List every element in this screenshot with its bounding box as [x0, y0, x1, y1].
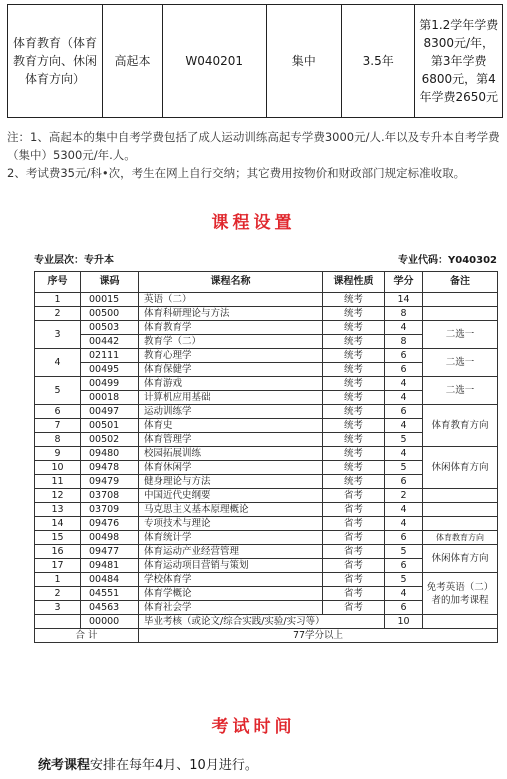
cell-code: 00442	[81, 335, 139, 349]
cell-no: 5	[35, 377, 81, 405]
course-table-header	[35, 272, 498, 293]
cell-no: 10	[35, 461, 81, 475]
cell-code: 00018	[81, 391, 139, 405]
cell-remark-pe-education-short: 体育教育方向	[423, 531, 498, 545]
cell-code: 00015	[81, 293, 139, 307]
cell-code: 00503	[81, 321, 139, 335]
cell-credit: 4	[385, 503, 423, 517]
table-row	[35, 503, 498, 517]
cell-no: 12	[35, 489, 81, 503]
cell-type: 省考	[323, 559, 385, 573]
cell-type: 统考	[323, 321, 385, 335]
cell-credit: 2	[385, 489, 423, 503]
cell-credit: 10	[385, 615, 423, 629]
cell-name: 体育学概论	[139, 587, 323, 601]
cell-name: 体育运动项目营销与策划	[139, 559, 323, 573]
cell-credit: 6	[385, 601, 423, 615]
cell-name: 中国近代史纲要	[139, 489, 323, 503]
cell-code: 00500	[81, 307, 139, 321]
cell-code: 00502	[81, 433, 139, 447]
cell-credit: 6	[385, 349, 423, 363]
table-row	[35, 489, 498, 503]
cell-credit: 5	[385, 573, 423, 587]
cell-credit: 4	[385, 587, 423, 601]
cell-name: 教育心理学	[139, 349, 323, 363]
table-row	[35, 293, 498, 307]
cell-no: 15	[35, 531, 81, 545]
cell-type: 统考	[323, 447, 385, 461]
cell-credit: 6	[385, 363, 423, 377]
cell-type: 省考	[323, 531, 385, 545]
cell-code: 09476	[81, 517, 139, 531]
cell-type: 统考	[323, 377, 385, 391]
cell-no: 8	[35, 433, 81, 447]
header-name: 课程名称	[139, 272, 323, 293]
cell-remark-leisure-2: 休闲体育方向	[423, 545, 498, 573]
course-table	[34, 271, 498, 643]
mode-cell: 集中	[266, 5, 341, 118]
cell-type: 省考	[323, 601, 385, 615]
cell-name: 体育统计学	[139, 531, 323, 545]
cell-remark	[423, 517, 498, 531]
note-1: 注：1、高起本的集中自考学费包括了成人运动训练高起专学费3000元/人.年以及专升本自考学费（集中）5300元/年.人。	[7, 130, 500, 162]
cell-type: 统考	[323, 363, 385, 377]
cell-code: 09477	[81, 545, 139, 559]
cell-name: 体育管理学	[139, 433, 323, 447]
course-section-title: 课程设置	[211, 213, 296, 233]
cell-remark-leisure: 休闲体育方向	[423, 447, 498, 489]
note-2: 2、考试费35元/科•次，考生在网上自行交纳；其它费用按物价和财政部门规定标准收取。	[7, 166, 466, 180]
cell-code: 09479	[81, 475, 139, 489]
level-cell: 高起本	[103, 5, 163, 118]
cell-name: 计算机应用基础	[139, 391, 323, 405]
table-row	[35, 377, 498, 391]
table-row	[35, 307, 498, 321]
cell-credit: 4	[385, 419, 423, 433]
cell-credit: 6	[385, 559, 423, 573]
cell-code: 00000	[81, 615, 139, 629]
cell-no: 13	[35, 503, 81, 517]
cell-name: 体育社会学	[139, 601, 323, 615]
cell-no: 16	[35, 545, 81, 559]
cell-code: 00497	[81, 405, 139, 419]
total-label: 合 计	[35, 629, 139, 643]
table-row	[35, 447, 498, 461]
cell-name: 体育科研理论与方法	[139, 307, 323, 321]
cell-remark	[423, 503, 498, 517]
cell-name: 体育史	[139, 419, 323, 433]
cell-type: 省考	[323, 503, 385, 517]
cell-credit: 4	[385, 321, 423, 335]
cell-code: 00498	[81, 531, 139, 545]
cell-no	[35, 615, 81, 629]
cell-remark-pe-education: 体育教育方向	[423, 405, 498, 447]
cell-type: 统考	[323, 349, 385, 363]
cell-no: 2	[35, 587, 81, 601]
major-cell: 体育教育（体育教育方向、休闲体育方向）	[8, 5, 103, 118]
cell-name: 专项技术与理论	[139, 517, 323, 531]
cell-remark	[423, 307, 498, 321]
table-row	[35, 517, 498, 531]
cell-no: 17	[35, 559, 81, 573]
cell-credit: 14	[385, 293, 423, 307]
header-remark: 备注	[423, 272, 498, 293]
exam-bold-text: 统考课程	[38, 758, 91, 773]
cell-credit: 4	[385, 391, 423, 405]
cell-credit: 8	[385, 335, 423, 349]
duration-cell: 3.5年	[341, 5, 415, 118]
cell-credit: 5	[385, 433, 423, 447]
cell-name: 体育运动产业经营管理	[139, 545, 323, 559]
cell-type: 统考	[323, 391, 385, 405]
table-row	[35, 405, 498, 419]
cell-remark	[423, 615, 498, 629]
cell-name: 学校体育学	[139, 573, 323, 587]
cell-name: 英语（二）	[139, 293, 323, 307]
cell-remark-choose-one: 二选一	[423, 377, 498, 405]
cell-no: 4	[35, 349, 81, 377]
cell-type: 统考	[323, 307, 385, 321]
cell-credit: 6	[385, 405, 423, 419]
cell-credit: 5	[385, 461, 423, 475]
table-row	[35, 573, 498, 587]
cell-code: 04551	[81, 587, 139, 601]
cell-type: 省考	[323, 489, 385, 503]
table-row	[35, 545, 498, 559]
cell-name: 运动训练学	[139, 405, 323, 419]
cell-name: 体育保健学	[139, 363, 323, 377]
cell-type: 统考	[323, 335, 385, 349]
cell-name: 体育游戏	[139, 377, 323, 391]
cell-code: 03709	[81, 503, 139, 517]
total-row	[35, 629, 498, 643]
cell-name: 毕业考核（或论文/综合实践/实验/实习等）	[139, 615, 385, 629]
cell-code: 09481	[81, 559, 139, 573]
cell-credit: 4	[385, 377, 423, 391]
cell-type: 统考	[323, 475, 385, 489]
cell-no: 1	[35, 293, 81, 307]
cell-no: 7	[35, 419, 81, 433]
total-value: 77学分以上	[139, 629, 498, 643]
cell-type: 统考	[323, 433, 385, 447]
cell-type: 省考	[323, 587, 385, 601]
table-row	[35, 349, 498, 363]
cell-remark-exempt: 免考英语（二）者的加考课程	[423, 573, 498, 615]
cell-no: 3	[35, 321, 81, 349]
cell-credit: 5	[385, 545, 423, 559]
fee-table	[7, 4, 503, 118]
header-credit: 学分	[385, 272, 423, 293]
cell-code: 00484	[81, 573, 139, 587]
cell-name: 体育教育学	[139, 321, 323, 335]
fee-row	[8, 5, 503, 118]
cell-remark	[423, 293, 498, 307]
cell-code: 03708	[81, 489, 139, 503]
table-row	[35, 615, 498, 629]
header-code: 课码	[81, 272, 139, 293]
table-row	[35, 321, 498, 335]
cell-no: 6	[35, 405, 81, 419]
cell-no: 9	[35, 447, 81, 461]
cell-code: 00499	[81, 377, 139, 391]
cell-credit: 4	[385, 447, 423, 461]
cell-type: 统考	[323, 419, 385, 433]
cell-name: 体育休闲学	[139, 461, 323, 475]
cell-no: 1	[35, 573, 81, 587]
cell-type: 统考	[323, 405, 385, 419]
cell-type: 统考	[323, 461, 385, 475]
cell-type: 统考	[323, 293, 385, 307]
cell-type: 省考	[323, 545, 385, 559]
cell-no: 14	[35, 517, 81, 531]
cell-code: 00501	[81, 419, 139, 433]
cell-code: 04563	[81, 601, 139, 615]
cell-no: 3	[35, 601, 81, 615]
cell-type: 省考	[323, 517, 385, 531]
cell-remark-choose-one: 二选一	[423, 349, 498, 377]
cell-credit: 6	[385, 475, 423, 489]
cell-remark	[423, 489, 498, 503]
cell-no: 11	[35, 475, 81, 489]
cell-credit: 6	[385, 531, 423, 545]
fee-cell: 第1.2学年学费8300元/年，第3年学费6800元，第4年学费2650元	[415, 5, 503, 118]
header-type: 课程性质	[323, 272, 385, 293]
major-code-label: 专业代码：Y040302	[398, 255, 497, 266]
cell-type: 省考	[323, 573, 385, 587]
exam-time-text	[38, 754, 258, 773]
exam-text: 安排在每年4月、10月进行。	[90, 758, 258, 773]
cell-remark-choose-one: 二选一	[423, 321, 498, 349]
cell-name: 健身理论与方法	[139, 475, 323, 489]
level-label: 专业层次：专升本	[34, 255, 114, 266]
cell-code: 09478	[81, 461, 139, 475]
cell-no: 2	[35, 307, 81, 321]
cell-credit: 8	[385, 307, 423, 321]
table-row	[35, 531, 498, 545]
code-cell: W040201	[162, 5, 266, 118]
cell-code: 00495	[81, 363, 139, 377]
cell-name: 马克思主义基本原理概论	[139, 503, 323, 517]
cell-code: 02111	[81, 349, 139, 363]
cell-name: 教育学（二）	[139, 335, 323, 349]
header-no: 序号	[35, 272, 81, 293]
exam-section-title: 考试时间	[211, 717, 296, 737]
cell-name: 校园拓展训练	[139, 447, 323, 461]
cell-code: 09480	[81, 447, 139, 461]
cell-credit: 4	[385, 517, 423, 531]
